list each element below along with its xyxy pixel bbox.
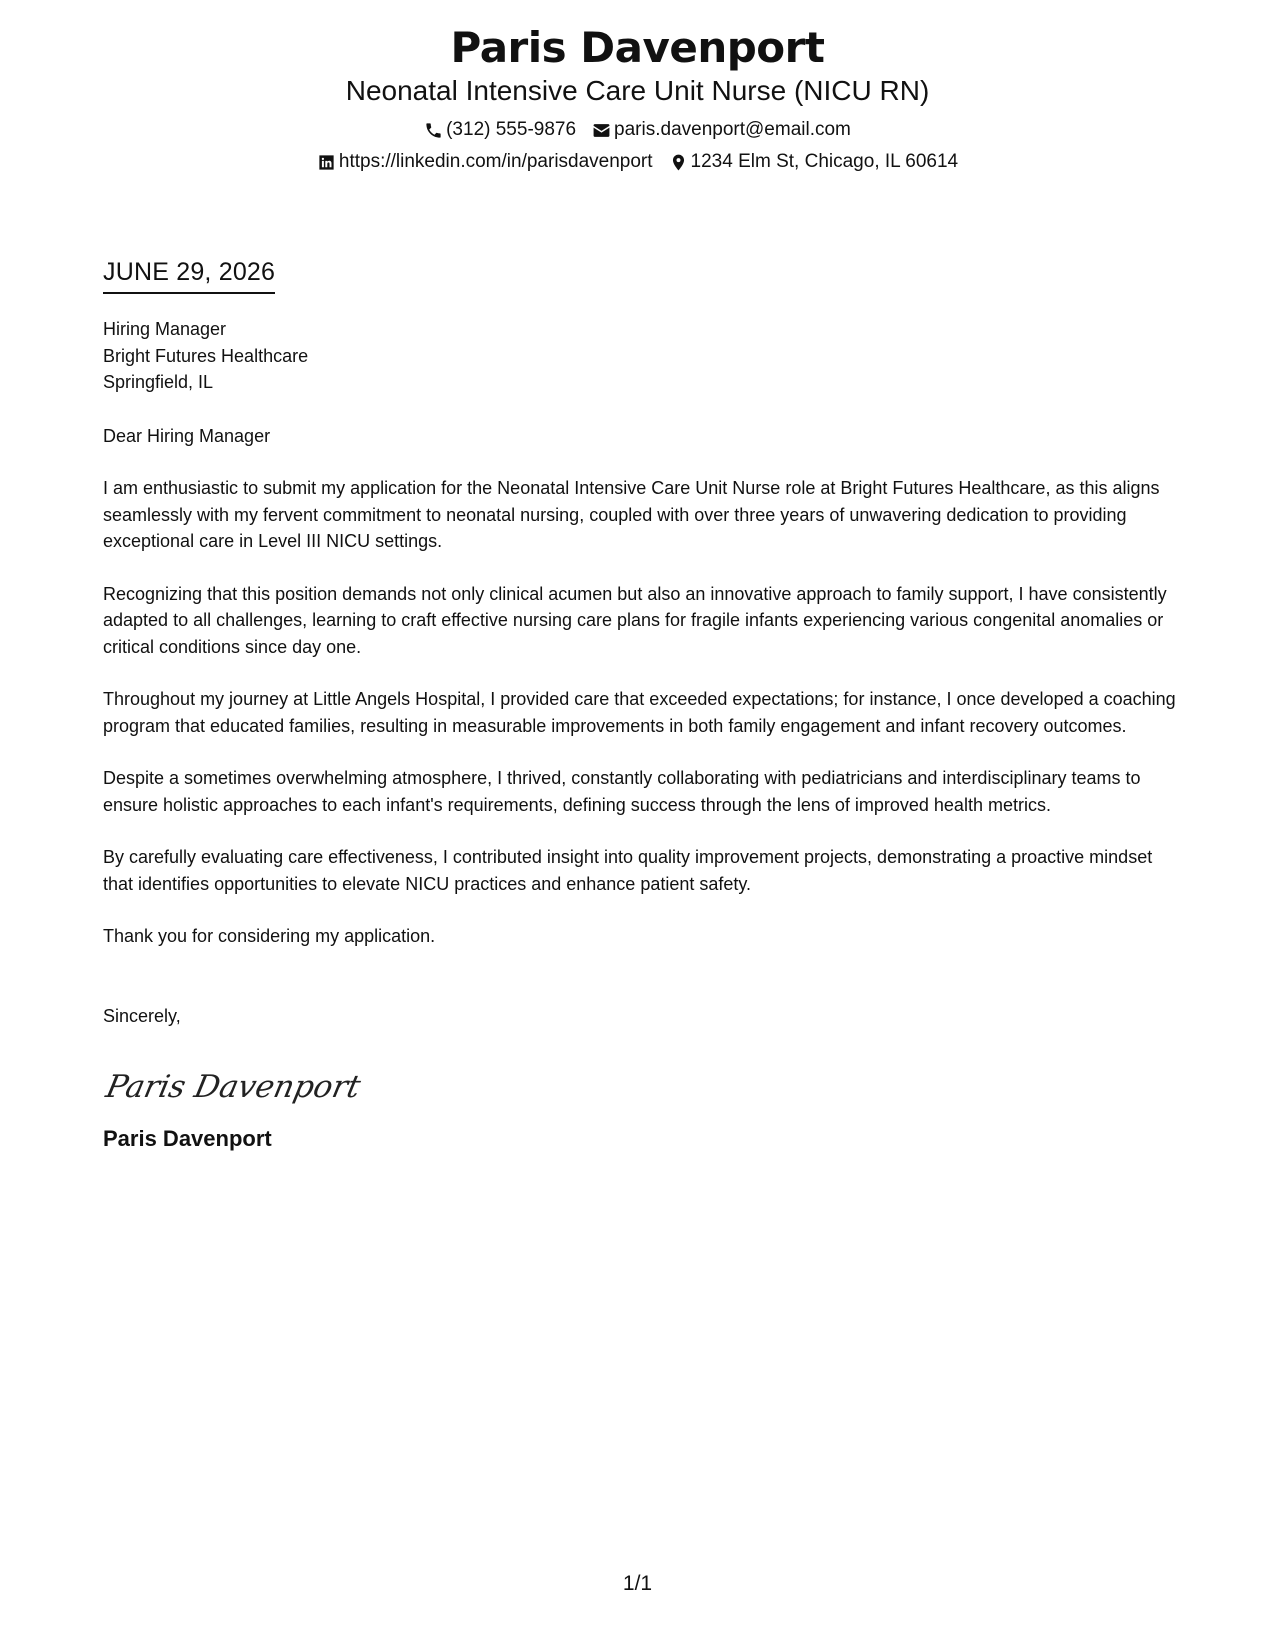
address-text: 1234 Elm St, Chicago, IL 60614 [690, 151, 959, 172]
contact-phone[interactable] [424, 118, 576, 142]
recipient-line: Bright Futures Healthcare [103, 345, 309, 366]
recipient-line: Hiring Manager [103, 319, 227, 339]
letter-date: JUNE 29, 2026 [103, 256, 275, 294]
body-paragraph: I am enthusiastic to submit my application for the Neonatal Intensive Care Unit Nurse role at Bright Futures Healthcare, as this aligns seamlessly with my fervent commitment to neonatal nursing, coupled with over three years of unwavering dedication to providing exceptional care in Level III NICU settings. [103, 478, 1160, 551]
page-number: 1/1 [622, 1572, 653, 1595]
salutation: Dear Hiring Manager [103, 425, 271, 446]
closing: Sincerely, [103, 1005, 181, 1026]
body-paragraph: Throughout my journey at Little Angels Hospital, I provided care that exceeded expectations; for instance, I once developed a coaching program that educated families, resulting in measurable improvements in both family engagement and infant recovery outcomes. [103, 689, 1176, 736]
map-pin-icon [669, 153, 688, 172]
contact-row-secondary [0, 146, 1275, 178]
linkedin-text: https://linkedin.com/in/parisdavenport [338, 151, 653, 172]
email-text: paris.davenport@email.com [614, 119, 851, 140]
letter-date-block [103, 256, 275, 294]
contact-row-primary [0, 114, 1275, 146]
contact-linkedin[interactable] [317, 150, 653, 174]
contact-email[interactable] [592, 118, 851, 142]
body-paragraph: By carefully evaluating care effectiveness, I contributed insight into quality improvement projects, demonstrating a proactive mindset that identifies opportunities to elevate NICU practices and enhance patient safety. [103, 847, 1153, 894]
linkedin-icon [317, 153, 336, 172]
phone-icon [424, 121, 443, 140]
applicant-name: Paris Davenport [450, 23, 825, 72]
job-title: Neonatal Intensive Care Unit Nurse (NICU RN) [345, 75, 930, 106]
letter-header [0, 22, 1275, 178]
signature-graphic [103, 1057, 373, 1117]
envelope-icon [592, 121, 611, 140]
handwritten-signature [103, 1057, 1178, 1117]
signer-name: Paris Davenport [103, 1126, 272, 1151]
thank-you-line: Thank you for considering my application. [103, 926, 436, 946]
body-paragraph: Recognizing that this position demands not only clinical acumen but also an innovative approach to family support, I have consistently adapted to all challenges, learning to craft effective nursing care plans for fragile infants experiencing various congenital anomalies or critical conditions since day one. [103, 583, 1167, 657]
letter-body [103, 316, 1178, 1153]
recipient-line: Springfield, IL [103, 372, 214, 392]
recipient-block [103, 316, 1178, 396]
contact-address [669, 150, 959, 174]
body-paragraph: Despite a sometimes overwhelming atmosphere, I thrived, constantly collaborating with pediatricians and interdisciplinary teams to ensure holistic approaches to each infant's requirements, defining success through the lens of improved health metrics. [103, 768, 1141, 815]
signature-script: Paris Davenport [103, 1069, 364, 1105]
phone-text: (312) 555-9876 [446, 119, 577, 140]
